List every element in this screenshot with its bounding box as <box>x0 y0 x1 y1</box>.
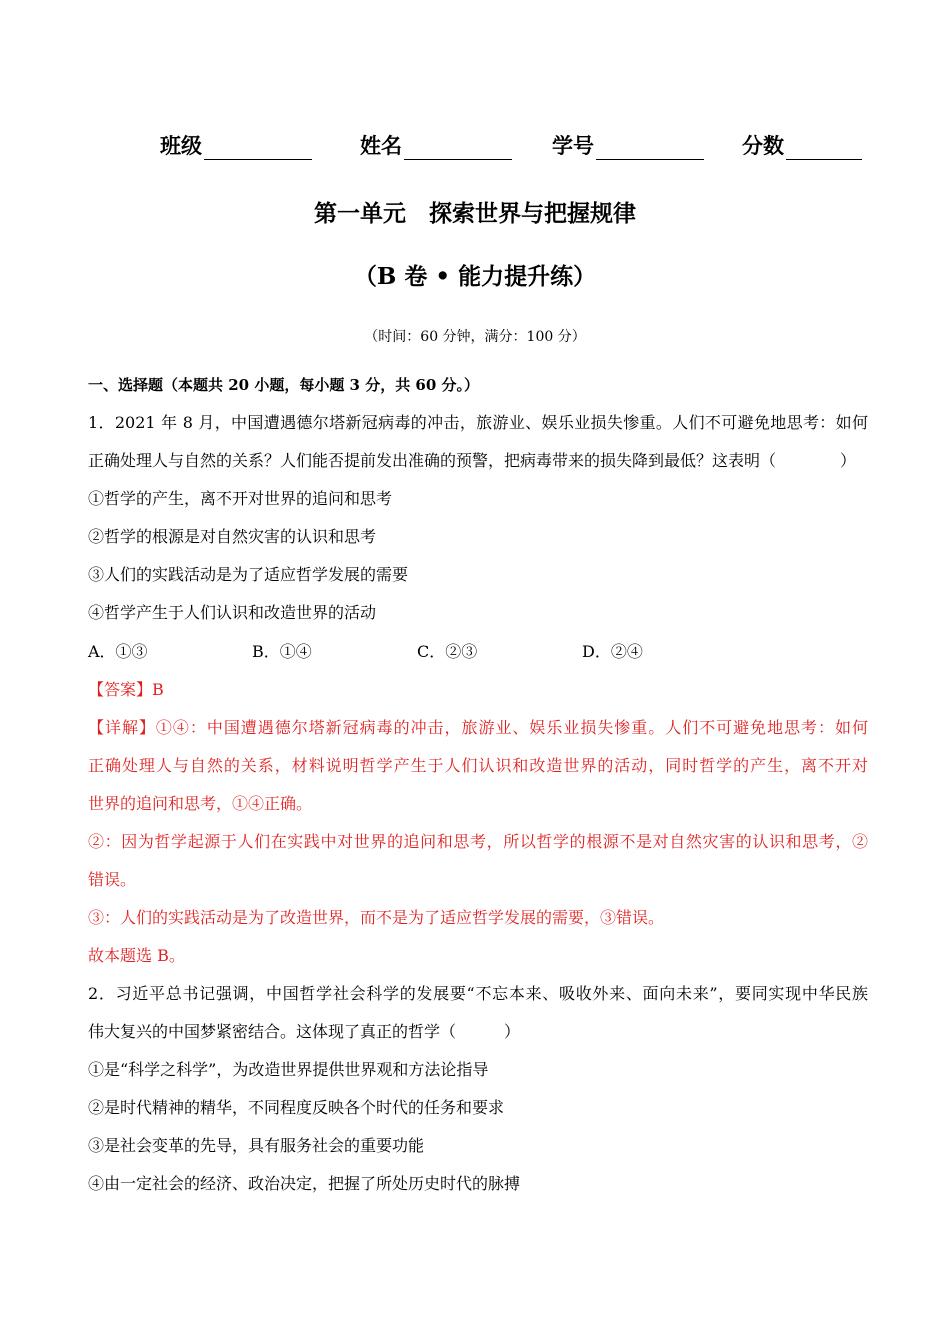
time-info: （时间：60 分钟，满分：100 分） <box>364 329 586 345</box>
q1-stem-line2: 正确处理人与自然的关系？人们能否提前发出准确的预警，把病毒带来的损失降到最低？这表明（ ） <box>88 451 857 470</box>
q1-item-4: ④哲学产生于人们认识和改造世界的活动 <box>88 603 377 622</box>
q1-stem-line1: 1．2021 年 8 月，中国遭遇德尔塔新冠病毒的冲击，旅游业、娱乐业损失惨重。人们不可避免地思考：如何 <box>88 413 868 432</box>
q1-item-2: ②哲学的根源是对自然灾害的认识和思考 <box>88 527 377 546</box>
q1-item-1: ①哲学的产生，离不开对世界的追问和思考 <box>88 489 393 508</box>
q1-explain-line6: ③：人们的实践活动是为了改造世界，而不是为了适应哲学发展的需要，③错误。 <box>88 908 665 927</box>
q2-item-4: ④由一定社会的经济、政治决定，把握了所处历史时代的脉搏 <box>88 1174 521 1193</box>
q1-explain-line3: 世界的追问和思考，①④正确。 <box>88 794 313 813</box>
q1-item-3: ③人们的实践活动是为了适应哲学发展的需要 <box>88 565 409 584</box>
q2-item-1: ①是“科学之科学”，为改造世界提供世界观和方法论指导 <box>88 1060 489 1079</box>
q1-explain-line4: ②：因为哲学起源于人们在实践中对世界的追问和思考，所以哲学的根源不是对自然灾害的认识和思考，② <box>88 832 868 851</box>
q2-stem-line2: 伟大复兴的中国梦紧密结合。这体现了真正的哲学（ ） <box>88 1022 521 1041</box>
q1-option-a: A．①③ <box>88 642 148 661</box>
q1-option-b: B．①④ <box>252 642 312 661</box>
q2-item-3: ③是社会变革的先导，具有服务社会的重要功能 <box>88 1136 425 1155</box>
q1-explain-line5: 错误。 <box>88 870 137 889</box>
q1-explain-line2: 正确处理人与自然的关系，材料说明哲学产生于人们认识和改造世界的活动，同时哲学的产生，离不开对 <box>88 756 868 775</box>
q2-stem-line1: 2．习近平总书记强调，中国哲学社会科学的发展要“不忘本来、吸收外来、面向未来”，要同实现中华民族 <box>88 984 868 1003</box>
unit-title: 第一单元 探索世界与把握规律 <box>314 200 636 227</box>
score-label: 分数 <box>742 133 784 158</box>
class-label: 班级 <box>160 133 202 158</box>
section-heading: 一、选择题（本题共 20 小题，每小题 3 分，共 60 分。） <box>88 376 480 394</box>
id-field <box>552 130 704 160</box>
name-field <box>360 130 512 160</box>
class-blank <box>204 135 312 160</box>
q1-option-d: D．②④ <box>582 642 643 661</box>
score-blank <box>786 135 862 160</box>
score-field <box>742 130 862 160</box>
q1-explain-line7: 故本题选 B。 <box>88 946 185 965</box>
id-blank <box>596 135 704 160</box>
q1-explain-line1: 【详解】①④：中国遭遇德尔塔新冠病毒的冲击，旅游业、娱乐业损失惨重。人们不可避免地思考：如何 <box>88 718 868 737</box>
name-blank <box>404 135 512 160</box>
id-label: 学号 <box>552 133 594 158</box>
q2-item-2: ②是时代精神的精华，不同程度反映各个时代的任务和要求 <box>88 1098 505 1117</box>
paper-subtitle: （B 卷 • 能力提升练） <box>353 263 597 290</box>
class-field <box>160 130 312 160</box>
q1-answer: 【答案】B <box>88 680 164 699</box>
q1-option-c: C．②③ <box>417 642 478 661</box>
name-label: 姓名 <box>360 133 402 158</box>
